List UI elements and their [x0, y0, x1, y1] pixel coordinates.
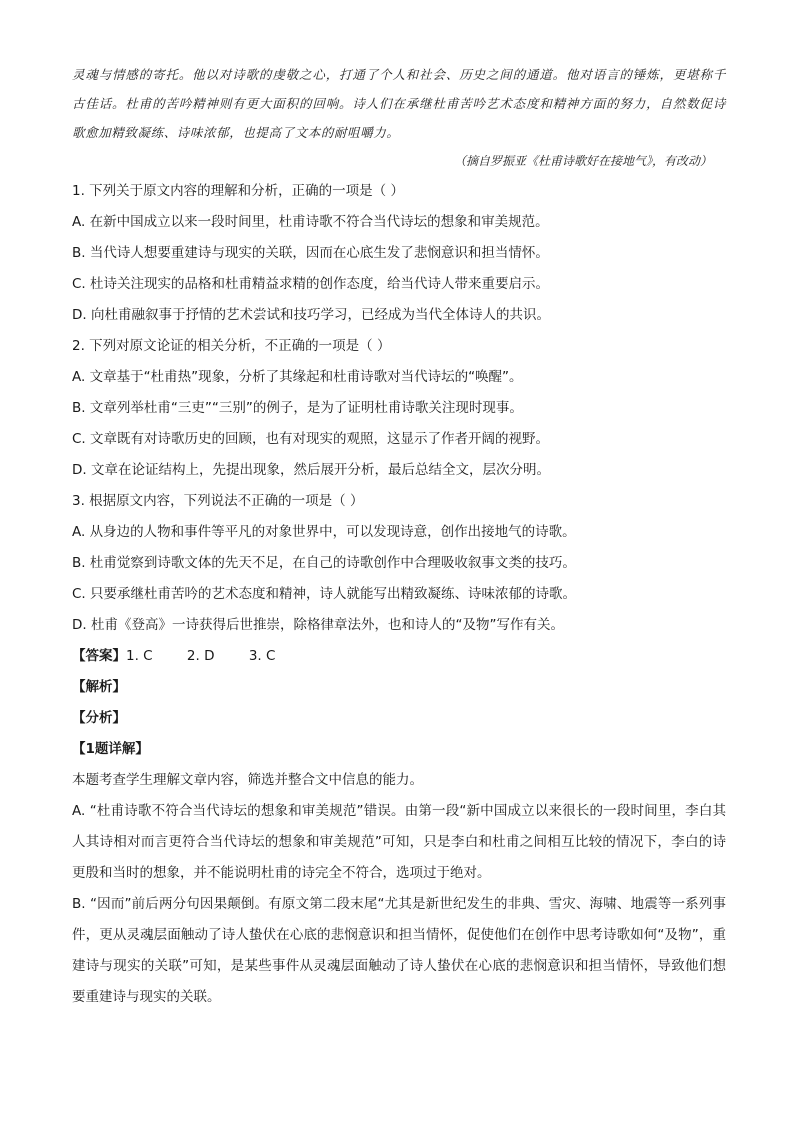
question-1-option-a: A. 在新中国成立以来一段时间里，杜甫诗歌不符合当代诗坛的想象和审美规范。 [72, 214, 549, 230]
question-2-option-a: A. 文章基于“杜甫热”现象，分析了其缘起和杜甫诗歌对当代诗坛的“唤醒”。 [72, 369, 523, 385]
question-1-option-c: C. 杜诗关注现实的品格和杜甫精益求精的创作态度，给当代诗人带来重要启示。 [72, 276, 550, 292]
question-3-option-a: A. 从身边的人物和事件等平凡的对象世界中，可以发现诗意，创作出接地气的诗歌。 [72, 524, 576, 540]
question-1-option-b: B. 当代诗人想要重建诗与现实的关联，因而在心底生发了悲悯意识和担当情怀。 [72, 245, 549, 261]
question-2-option-d: D. 文章在论证结构上，先提出现象，然后展开分析，最后总结全文，层次分明。 [72, 462, 550, 478]
question-2-option-c: C. 文章既有对诗歌历史的回顾，也有对现实的观照，这显示了作者开阔的视野。 [72, 431, 550, 447]
question-3-option-c: C. 只要承继杜甫苦吟的艺术态度和精神，诗人就能写出精致凝练、诗味浓郁的诗歌。 [72, 586, 577, 602]
question-2-option-b: B. 文章列举杜甫“三吏”“三别”的例子，是为了证明杜甫诗歌关注现时现事。 [72, 400, 523, 416]
question-2-stem: 2. 下列对原文论证的相关分析，不正确的一项是（ ） [72, 338, 391, 354]
detail-label: 【1题详解】 [72, 741, 149, 757]
answer-row [72, 641, 726, 672]
question-3-option-d: D. 杜甫《登高》一诗获得后世推崇，除格律章法外，也和诗人的“及物”写作有关。 [72, 617, 564, 633]
question-1-option-d: D. 向杜甫融叙事于抒情的艺术尝试和技巧学习，已经成为当代全体诗人的共识。 [72, 307, 550, 323]
detail-option-b: B. “因而”前后两分句因果颠倒。有原文第二段末尾“尤其是新世纪发生的非典、雪灾、海啸、地震等一系列事件，更从灵魂层面触动了诗人蛰伏在心底的悲悯意识和担当情怀，促使他们在创作中思考诗歌如何“及物”，重建诗与现实的关联”可知，是某些事件从灵魂层面触动了诗人蛰伏在心底的悲悯意识和担当情怀，导致他们想要重建诗与现实的关联。 [72, 896, 726, 1005]
question-3-stem: 3. 根据原文内容，下列说法不正确的一项是（ ） [72, 493, 364, 509]
analysis-label: 【解析】 [72, 679, 126, 695]
fenxi-label: 【分析】 [72, 710, 126, 726]
passage-source: （摘自罗振亚《杜甫诗歌好在接地气》，有改动） [453, 154, 712, 168]
question-1-stem: 1. 下列关于原文内容的理解和分析，正确的一项是（ ） [72, 183, 404, 199]
answer-label: 【答案】 [72, 648, 126, 664]
question-3-option-b: B. 杜甫觉察到诗歌文体的先天不足，在自己的诗歌创作中合理吸收叙事文类的技巧。 [72, 555, 576, 571]
document-page [72, 60, 726, 1013]
detail-intro: 本题考查学生理解文章内容，筛选并整合文中信息的能力。 [72, 772, 423, 788]
answer-text: 1. C 2. D 3. C [126, 648, 276, 664]
passage-excerpt: 灵魂与情感的寄托。他以对诗歌的虔敬之心，打通了个人和社会、历史之间的通道。他对语言的锤炼，更堪称千古佳话。杜甫的苦吟精神则有更大面积的回响。诗人们在承继杜甫苦吟艺术态度和精神方面的努力，自然数促诗歌愈加精致凝练、诗味浓郁，也提高了文本的耐咀嚼力。 [72, 67, 726, 140]
detail-option-a: A. “杜甫诗歌不符合当代诗坛的想象和审美规范”错误。由第一段“新中国成立以来很长的一段时间里，李白其人其诗相对而言更符合当代诗坛的想象和审美规范”可知，只是李白和杜甫之间相互比较的情况下，李白的诗更殷和当时的想象，并不能说明杜甫的诗完全不符合，选项过于绝对。 [72, 803, 726, 881]
